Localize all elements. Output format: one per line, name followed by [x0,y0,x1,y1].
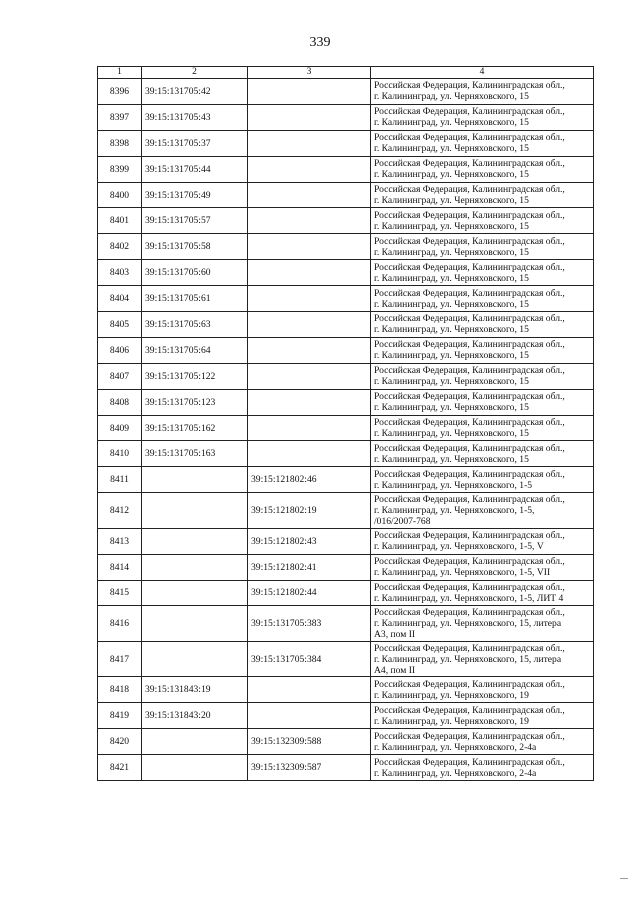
row-number: 8398 [98,130,142,156]
address-line: Российская Федерация, Калининградская обл., [374,313,565,325]
table-row [98,260,594,286]
address-line: Российская Федерация, Калининградская обл., [374,756,565,768]
cadastral-number-col2 [142,641,248,677]
address-line: г. Калининград, ул. Черняховского, 1-5, V [374,541,544,553]
address-cell [371,703,594,729]
table-row [98,606,594,642]
table-row [98,363,594,389]
row-number: 8419 [98,703,142,729]
table-row [98,104,594,130]
cadastral-number-col3 [248,389,371,415]
table-row [98,286,594,312]
table-row [98,755,594,781]
address-cell [371,441,594,467]
address-line: г. Калининград, ул. Черняховского, 15 [374,195,529,206]
table-row [98,528,594,554]
address-line: г. Калининград, ул. Черняховского, 1-5 [374,479,533,491]
row-number: 8399 [98,156,142,182]
address-line: г. Калининград, ул. Черняховского, 2-4а [374,741,537,753]
table-row [98,554,594,580]
row-number: 8421 [98,755,142,781]
address-cell [371,337,594,363]
row-number: 8411 [98,467,142,493]
address-line: г. Калининград, ул. Черняховского, 15 [374,220,529,232]
address-cell [371,130,594,156]
address-line: Российская Федерация, Калининградская обл., [374,391,565,403]
cadastral-number-col3: 39:15:131705:383 [248,606,371,642]
cadastral-number-col2: 39:15:131705:57 [142,208,248,234]
address-line: г. Калининград, ул. Черняховского, 1-5, [374,505,535,516]
table-row [98,677,594,703]
address-line: Российская Федерация, Калининградская обл., [374,339,565,351]
cadastral-number-col3: 39:15:121802:46 [248,467,371,493]
row-number: 8413 [98,528,142,554]
row-number: 8397 [98,104,142,130]
row-number: 8408 [98,389,142,415]
address-cell [371,415,594,441]
address-cell [371,260,594,286]
column-header-2: 2 [142,67,248,79]
address-cell [371,104,594,130]
cadastral-number-col2: 39:15:131705:44 [142,156,248,182]
row-number: 8417 [98,641,142,677]
row-number: 8418 [98,677,142,703]
cadastral-number-col2: 39:15:131843:19 [142,677,248,703]
address-line: Российская Федерация, Калининградская обл., [374,106,565,118]
cadastral-number-col2: 39:15:131843:20 [142,703,248,729]
address-line: Российская Федерация, Калининградская обл., [374,494,565,505]
cadastral-number-col2 [142,580,248,606]
cadastral-number-col3 [248,156,371,182]
address-line: г. Калининград, ул. Черняховского, 15, литера [374,618,562,630]
row-number: 8409 [98,415,142,441]
address-line: Российская Федерация, Калининградская обл., [374,442,565,454]
row-number: 8415 [98,580,142,606]
row-number: 8412 [98,493,142,529]
address-line: г. Калининград, ул. Черняховского, 15 [374,376,529,388]
cadastral-number-col2: 39:15:131705:60 [142,260,248,286]
address-cell [371,493,594,529]
address-line: г. Калининград, ул. Черняховского, 2-4а [374,767,537,779]
address-cell [371,755,594,781]
address-line: Российская Федерация, Калининградская обл., [374,235,565,247]
cadastral-number-col3 [248,130,371,156]
row-number: 8410 [98,441,142,467]
cadastral-number-col2: 39:15:131705:61 [142,286,248,312]
cadastral-number-col3: 39:15:121802:43 [248,528,371,554]
address-line: Российская Федерация, Калининградская обл., [374,287,565,299]
cadastral-number-col3: 39:15:131705:384 [248,641,371,677]
address-line: Российская Федерация, Калининградская обл., [374,730,565,742]
address-line: Российская Федерация, Калининградская обл., [374,678,565,690]
cadastral-number-col2 [142,606,248,642]
address-line: Российская Федерация, Калининградская обл., [374,581,565,593]
row-number: 8407 [98,363,142,389]
cadastral-number-col3: 39:15:121802:41 [248,554,371,580]
address-line: г. Калининград, ул. Черняховского, 1-5, ЛИТ 4 [374,592,564,604]
cadastral-number-col3 [248,703,371,729]
scan-mark [620,878,628,879]
cadastral-number-col2 [142,493,248,529]
table-row [98,415,594,441]
row-number: 8403 [98,260,142,286]
cadastral-number-col3: 39:15:132309:588 [248,729,371,755]
table-row [98,389,594,415]
address-line: г. Калининград, ул. Черняховского, 15 [374,169,529,181]
table-row [98,234,594,260]
cadastral-number-col2 [142,554,248,580]
address-line: Российская Федерация, Калининградская обл., [374,642,565,654]
table-row [98,441,594,467]
cadastral-number-col2 [142,528,248,554]
table-row [98,641,594,677]
cadastral-number-col3 [248,260,371,286]
address-cell [371,286,594,312]
address-line: Российская Федерация, Калининградская обл., [374,184,565,195]
address-line: г. Калининград, ул. Черняховского, 1-5, VII [374,567,551,579]
address-line: Российская Федерация, Калининградская обл., [374,132,565,144]
address-line: г. Калининград, ул. Черняховского, 15 [374,350,529,362]
cadastral-number-col3 [248,415,371,441]
cadastral-number-col3 [248,182,371,208]
table-header-row [98,67,594,79]
table-row [98,182,594,208]
cadastral-number-col2 [142,755,248,781]
cadastral-number-col3 [248,286,371,312]
row-number: 8416 [98,606,142,642]
table-row [98,208,594,234]
cadastral-number-col2: 39:15:131705:123 [142,389,248,415]
column-header-4: 4 [371,67,594,79]
row-number: 8405 [98,312,142,338]
address-line: Российская Федерация, Калининградская обл., [374,468,565,480]
address-line: Российская Федерация, Калининградская обл., [374,158,565,170]
address-line: Российская Федерация, Калининградская обл., [374,80,565,92]
cadastral-number-col2: 39:15:131705:63 [142,312,248,338]
address-cell [371,234,594,260]
address-line: Российская Федерация, Калининградская обл., [374,417,565,429]
table-row [98,729,594,755]
address-cell [371,729,594,755]
table-row [98,467,594,493]
cadastral-number-col2: 39:15:131705:37 [142,130,248,156]
cadastral-number-col2: 39:15:131705:43 [142,104,248,130]
address-cell [371,580,594,606]
address-cell [371,528,594,554]
address-line: Российская Федерация, Калининградская обл., [374,530,565,542]
address-cell [371,312,594,338]
row-number: 8400 [98,182,142,208]
column-header-3: 3 [248,67,371,79]
cadastral-number-col3 [248,234,371,260]
address-line: г. Калининград, ул. Черняховского, 15, литера [374,653,562,665]
cadastral-number-col3: 39:15:121802:44 [248,580,371,606]
row-number: 8414 [98,554,142,580]
address-cell [371,363,594,389]
cadastral-number-col3 [248,79,371,105]
address-line: г. Калининград, ул. Черняховского, 15 [374,91,529,103]
address-line: г. Калининград, ул. Черняховского, 15 [374,143,529,155]
address-line: г. Калининград, ул. Черняховского, 15 [374,402,529,414]
address-line: А3, пом II [374,629,416,641]
table-row [98,156,594,182]
cadastral-number-col3 [248,441,371,467]
cadastral-number-col3 [248,208,371,234]
address-line: Российская Федерация, Калининградская обл., [374,261,565,273]
table-row [98,79,594,105]
cadastral-number-col3 [248,337,371,363]
address-cell [371,156,594,182]
table-row [98,580,594,606]
cadastral-number-col3 [248,677,371,703]
address-cell [371,79,594,105]
address-line: г. Калининград, ул. Черняховского, 15 [374,272,529,284]
cadastral-number-col2: 39:15:131705:162 [142,415,248,441]
address-line: г. Калининград, ул. Черняховского, 15 [374,117,529,129]
row-number: 8420 [98,729,142,755]
cadastral-number-col2 [142,467,248,493]
address-line: г. Калининград, ул. Черняховского, 15 [374,324,529,336]
row-number: 8396 [98,79,142,105]
cadastral-number-col3 [248,363,371,389]
address-cell [371,389,594,415]
table-row [98,312,594,338]
table-row [98,703,594,729]
row-number: 8402 [98,234,142,260]
page-number: 339 [309,35,331,50]
address-line: /016/2007-768 [374,516,431,527]
table-row [98,337,594,363]
address-line: г. Калининград, ул. Черняховского, 15 [374,428,529,440]
address-cell [371,208,594,234]
cadastral-number-col2: 39:15:131705:42 [142,79,248,105]
address-line: Российская Федерация, Калининградская обл., [374,704,565,716]
cadastral-number-col2: 39:15:131705:58 [142,234,248,260]
table-row [98,130,594,156]
cadastral-number-col3: 39:15:132309:587 [248,755,371,781]
address-line: г. Калининград, ул. Черняховского, 15 [374,298,529,310]
address-line: А4, пом II [374,664,416,676]
row-number: 8406 [98,337,142,363]
cadastral-number-col3: 39:15:121802:19 [248,493,371,529]
address-line: Российская Федерация, Калининградская обл., [374,365,565,377]
address-line: Российская Федерация, Калининградская обл., [374,556,565,568]
row-number: 8401 [98,208,142,234]
address-cell [371,182,594,208]
registry-table [97,66,594,781]
address-cell [371,677,594,703]
address-cell [371,467,594,493]
cadastral-number-col2: 39:15:131705:49 [142,182,248,208]
address-line: г. Калининград, ул. Черняховского, 15 [374,453,529,465]
cadastral-number-col2: 39:15:131705:122 [142,363,248,389]
column-header-1: 1 [98,67,142,79]
address-line: г. Калининград, ул. Черняховского, 15 [374,246,529,258]
address-line: г. Калининград, ул. Черняховского, 19 [374,689,529,701]
cadastral-number-col3 [248,312,371,338]
address-cell [371,641,594,677]
cadastral-number-col3 [248,104,371,130]
address-cell [371,554,594,580]
table-row [98,493,594,529]
address-line: Российская Федерация, Калининградская обл., [374,209,565,221]
address-cell [371,606,594,642]
cadastral-number-col2 [142,729,248,755]
cadastral-number-col2: 39:15:131705:163 [142,441,248,467]
row-number: 8404 [98,286,142,312]
address-line: Российская Федерация, Калининградская обл., [374,607,565,619]
address-line: г. Калининград, ул. Черняховского, 19 [374,715,529,727]
cadastral-number-col2: 39:15:131705:64 [142,337,248,363]
